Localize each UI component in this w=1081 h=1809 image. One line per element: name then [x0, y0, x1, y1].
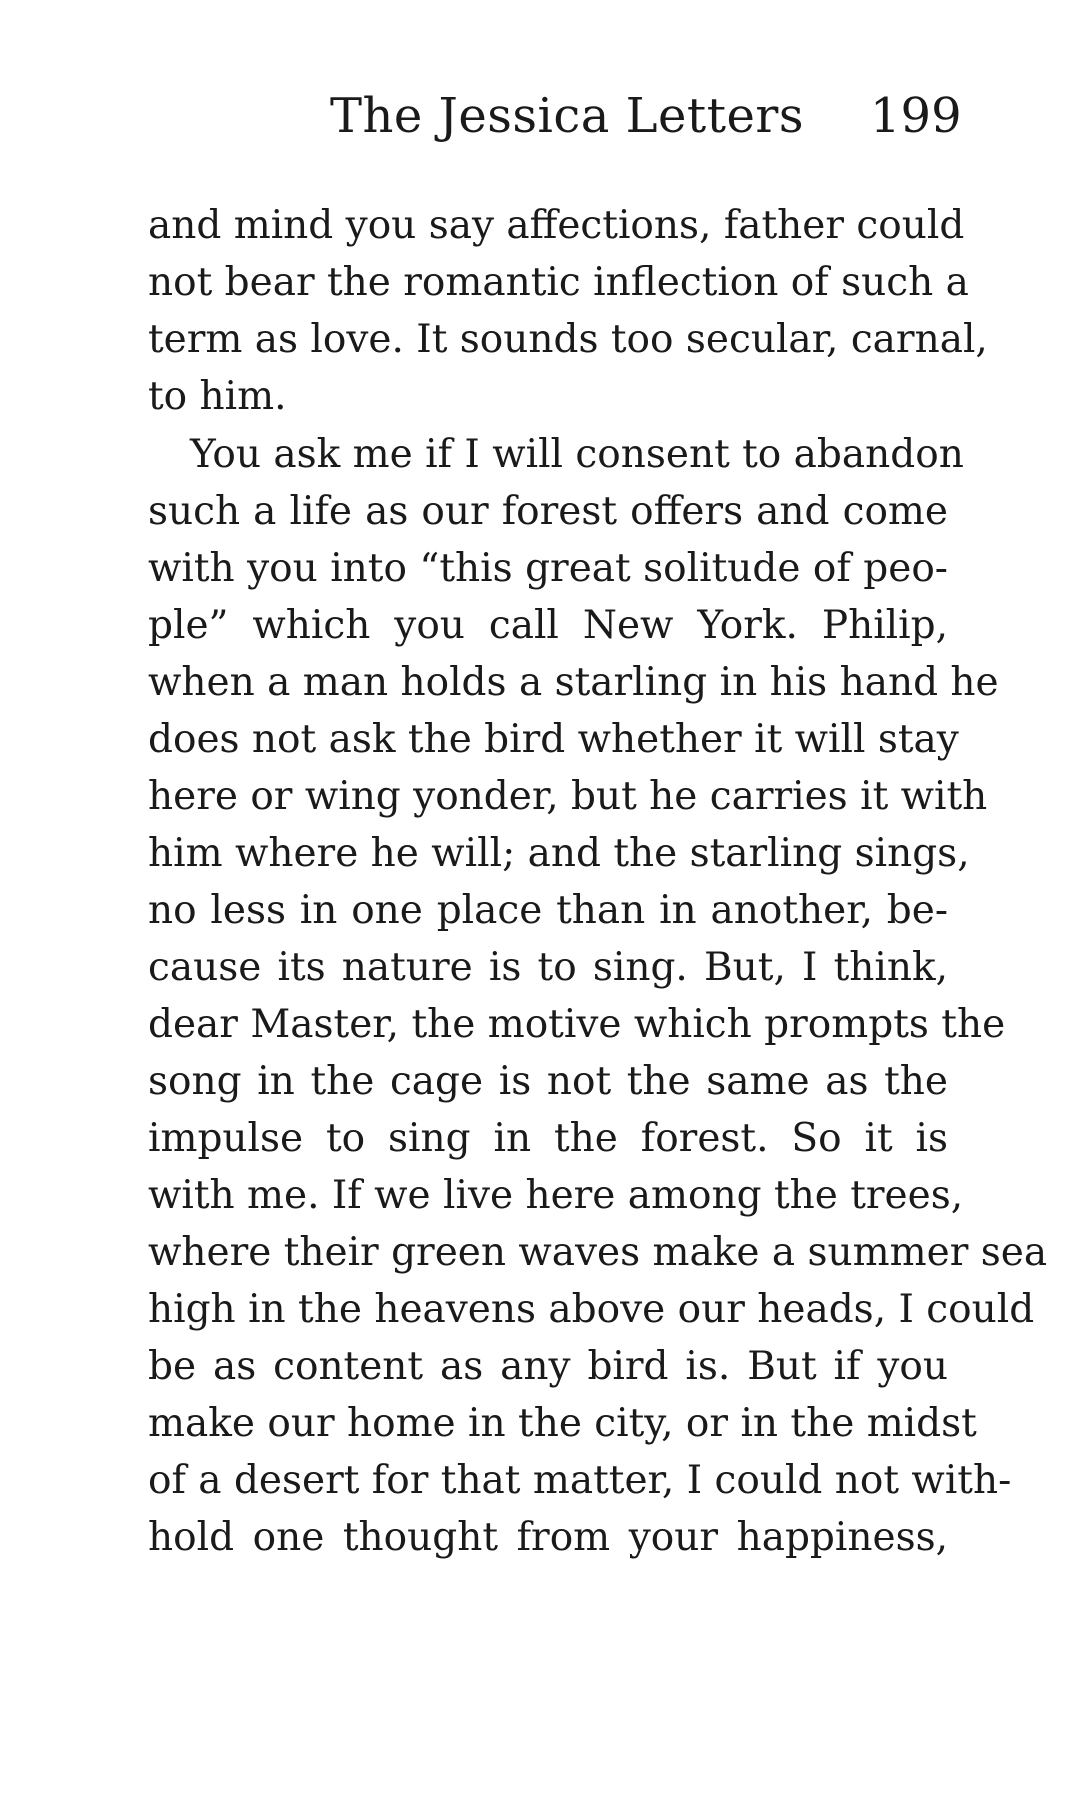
text-line: ple” which you call New York. Philip, [148, 603, 948, 648]
text-line: dear Master, the motive which prompts the [148, 1002, 1006, 1047]
text-line: cause its nature is to sing. But, I think, [148, 945, 948, 990]
text-line: such a life as our forest offers and come [148, 489, 948, 534]
text-line: when a man holds a starling in his hand he [148, 660, 999, 705]
text-line: with you into “this great solitude of peo- [148, 546, 948, 591]
text-line: You ask me if I will consent to abandon [190, 432, 964, 477]
text-line: him where he will; and the starling sings, [148, 831, 970, 876]
text-line: impulse to sing in the forest. So it is [148, 1116, 948, 1161]
text-line: does not ask the bird whether it will stay [148, 717, 959, 762]
text-line: not bear the romantic inflection of such a [148, 260, 969, 305]
text-line: hold one thought from your happiness, [148, 1515, 948, 1560]
text-line: to him. [148, 374, 287, 419]
text-line: of a desert for that matter, I could not with- [148, 1458, 1012, 1503]
text-line: be as content as any bird is. But if you [148, 1344, 948, 1389]
text-line: and mind you say affections, father could [148, 203, 965, 248]
text-line: here or wing yonder, but he carries it with [148, 774, 988, 819]
text-line: make our home in the city, or in the midst [148, 1401, 977, 1446]
running-head-title: The Jessica Letters [330, 88, 804, 144]
text-line: with me. If we live here among the trees, [148, 1173, 964, 1218]
text-line: no less in one place than in another, be- [148, 888, 948, 933]
text-line: song in the cage is not the same as the [148, 1059, 948, 1104]
text-line: where their green waves make a summer sea [148, 1230, 1048, 1275]
text-line: high in the heavens above our heads, I could [148, 1287, 1035, 1332]
page-number: 199 [870, 88, 962, 144]
text-line: term as love. It sounds too secular, carnal, [148, 317, 988, 362]
